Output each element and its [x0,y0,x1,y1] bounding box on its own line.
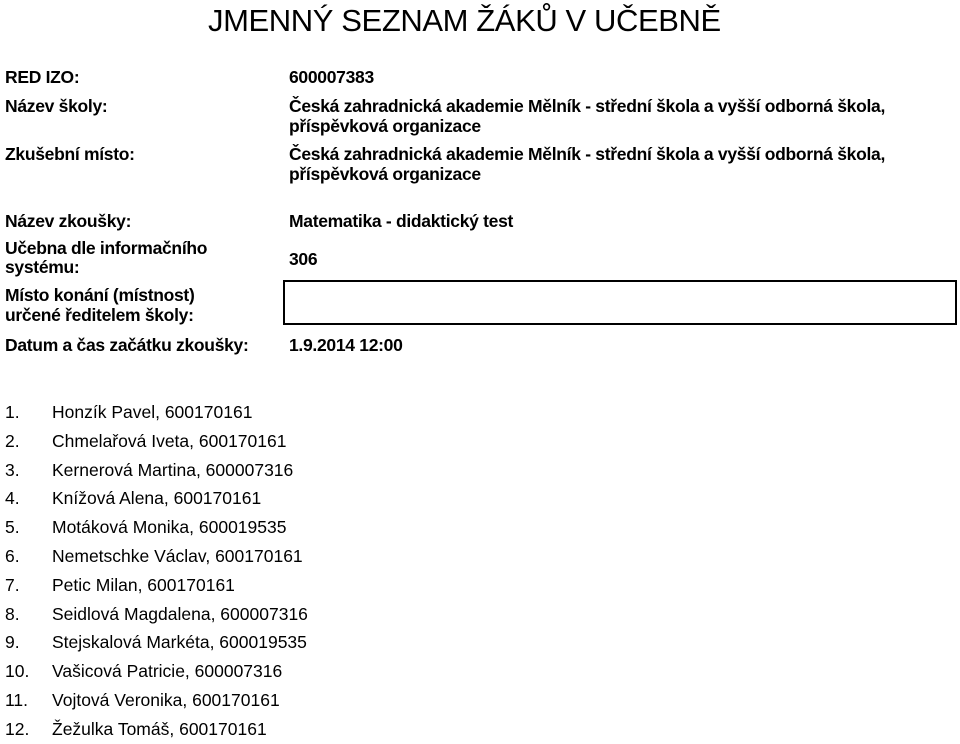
student-name: Kernerová Martina, 600007316 [52,459,294,480]
school-name-value-line2: příspěvková organizace [289,116,481,136]
student-number: 10. [5,661,30,682]
student-name: Stejskalová Markéta, 600019535 [52,632,307,653]
exam-site-label: Zkušební místo: [5,144,135,164]
student-name: Motáková Monika, 600019535 [52,517,287,538]
student-number: 5. [5,517,20,538]
start-value: 1.9.2014 12:00 [289,335,403,355]
school-name-value-line1: Česká zahradnická akademie Mělník - střední škola a vyšší odborná škola, [289,96,886,116]
student-name: Honzík Pavel, 600170161 [52,402,253,422]
exam-site-value-line2: příspěvková organizace [289,164,481,184]
student-name: Vašicová Patricie, 600007316 [52,661,283,682]
venue-field[interactable] [283,280,957,325]
exam-site-value-line1: Česká zahradnická akademie Mělník - střední škola a vyšší odborná škola, [289,144,886,164]
exam-name-label: Název zkoušky: [5,211,132,231]
page-title: JMENNÝ SEZNAM ŽÁKŮ V UČEBNĚ [208,3,721,38]
student-name: Chmelařová Iveta, 600170161 [52,430,287,451]
school-name-label: Název školy: [5,96,108,116]
classroom-label-line2: systému: [5,257,80,277]
venue-label-line1: Místo konání (místnost) [5,285,195,305]
classroom-label-line1: Učebna dle informačního [5,238,208,258]
student-number: 3. [5,459,20,480]
student-number: 8. [5,603,20,624]
student-number: 6. [5,545,20,566]
student-name: Žežulka Tomáš, 600170161 [52,718,267,739]
student-number: 12. [5,718,30,739]
student-name: Nemetschke Václav, 600170161 [52,545,303,566]
student-name: Seidlová Magdalena, 600007316 [52,603,308,624]
student-number: 1. [5,402,20,422]
student-number: 2. [5,430,20,451]
student-number: 7. [5,574,20,595]
student-number: 4. [5,488,20,509]
venue-label-line2: určené ředitelem školy: [5,305,194,325]
student-number: 9. [5,632,20,653]
red-izo-label: RED IZO: [5,67,80,87]
start-label: Datum a čas začátku zkoušky: [5,335,249,355]
student-name: Petic Milan, 600170161 [52,574,235,595]
red-izo-value: 600007383 [289,67,374,87]
student-name: Vojtová Veronika, 600170161 [52,689,280,710]
student-name: Knížová Alena, 600170161 [52,488,262,509]
classroom-value: 306 [289,249,318,269]
student-number: 11. [5,689,29,710]
exam-name-value: Matematika - didaktický test [289,211,514,231]
